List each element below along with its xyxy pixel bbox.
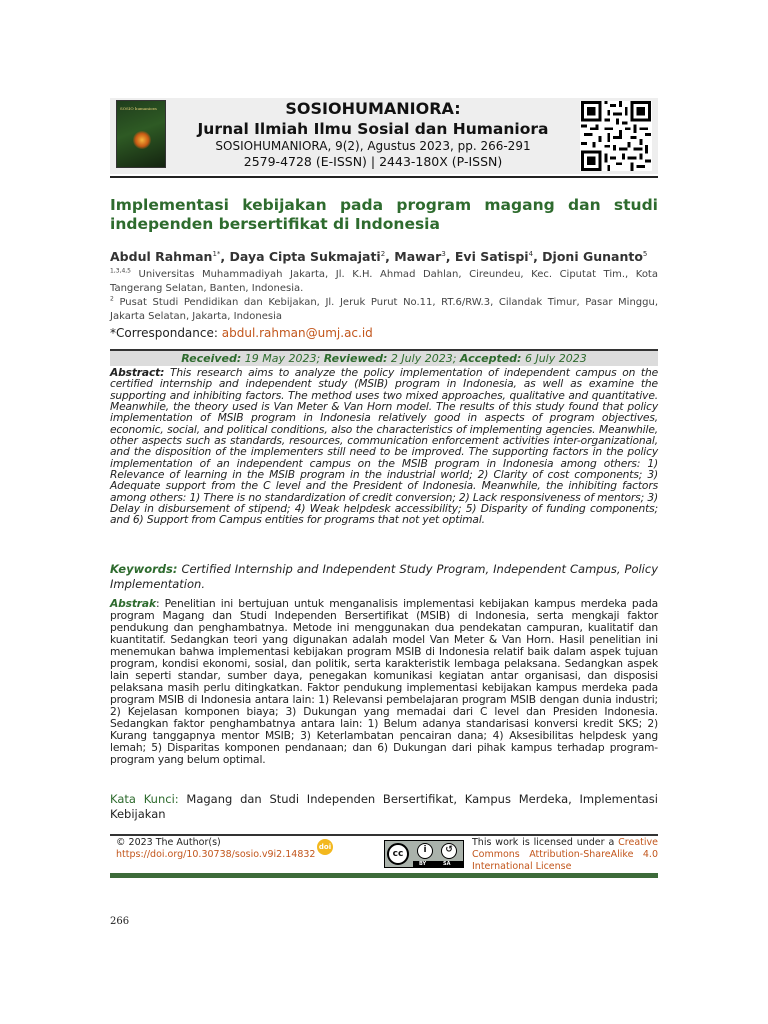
abstract-id-label: Abstrak <box>110 597 156 610</box>
affiliation-sup: 2 <box>110 295 114 303</box>
copyright-block <box>116 837 315 861</box>
affiliation-2 <box>110 296 658 323</box>
affiliation-text: Universitas Muhammadiyah Jakarta, Jl. K.H. Ahmad Dahlan, Cireundeu, Kec. Ciputat Tim., Kota Tangerang Selatan, Banten, Indonesia. <box>110 269 658 294</box>
doi-link[interactable]: https://doi.org/10.30738/sosio.v9i2.14832 <box>116 849 316 860</box>
abstract-english <box>110 367 658 526</box>
article-dates-bar <box>110 349 658 366</box>
cover-title: SOSIO humaniora <box>120 106 157 111</box>
reviewed-label: Reviewed: <box>323 352 388 365</box>
author-list <box>110 249 658 265</box>
received-label: Received: <box>181 352 242 365</box>
author-sup: 1* <box>212 249 221 258</box>
journal-header-text <box>176 98 570 170</box>
keywords-id-text: Magang dan Studi Independen Bersertifikat, Kampus Merdeka, Implementasi Kebijakan <box>110 792 658 821</box>
page-number: 266 <box>110 916 130 927</box>
license-prefix: This work is licensed under a <box>472 837 615 848</box>
abstract-en-text: This research aims to analyze the policy implementation of independent campus on the certified internship and independent study (MSIB) program in Indonesia, as well as examine the supporting and inhibiting factors. The method uses two mixed approaches, qualitative and quantitative. Meanwhile, the theory used is Van Meter & Van Horn model. The results of this study found that policy implementation of MSIB program in Indonesia relatively good in aspects of program objectives, economic, social, and political conditions, also the characteristics of implementing agencies. Meanwhile, other aspects such as standards, resources, communication enforcement activities inter-organizational, and the disposition of the implementers still need to be improved. The supporting factors in the policy implementation of an independent campus on the MSIB program in Indonesia among others: 1) Relevance of learning in the MSIB program in the industrial world; 2) Clarity of cost components; 3) Adequate support from the C level and the President of Indonesia. Meanwhile, the inhibiting factors among others: 1) There is no standardization of credit conversion; 2) Lack responsiveness of mentors; 3) Delay in disbursement of stipend; 4) Weak helpdesk accessibility; 5) Disparity of funding components; and 6) Support from Campus entities for programs that not yet optimal. <box>110 366 658 527</box>
author-name: Djoni Gunanto <box>542 249 643 264</box>
keywords-en-text: Certified Internship and Independent Study Program, Independent Campus, Policy Implementation. <box>110 562 659 591</box>
author-sep: , <box>220 249 230 264</box>
doi-icon: doi <box>317 839 333 855</box>
copyright-text: © 2023 The Author(s) <box>116 837 221 848</box>
license-text <box>472 837 658 873</box>
cc-badge-bar <box>413 861 463 867</box>
license-footer <box>110 837 658 873</box>
received-date: 19 May 2023; <box>244 352 321 365</box>
cc-icon: cc <box>387 843 409 865</box>
author-name: Daya Cipta Sukmajati <box>229 249 381 264</box>
author-sep: , <box>385 249 395 264</box>
affiliation-1 <box>110 268 658 295</box>
correspondence <box>110 326 658 341</box>
keywords-en-label: Keywords: <box>110 562 178 576</box>
keywords-english <box>110 562 658 592</box>
by-label: BY <box>419 861 427 867</box>
author-sep: , <box>533 249 543 264</box>
keywords-indonesian <box>110 792 658 822</box>
affiliation-sup: 1,3,4,5 <box>110 267 131 275</box>
author-sup: 3 <box>441 249 446 258</box>
license-link[interactable]: Creative Commons Attribution-ShareAlike 4.0 International License <box>472 837 658 872</box>
journal-cover-image <box>116 100 166 168</box>
qr-code-icon[interactable] <box>580 101 652 171</box>
correspondence-email-link[interactable]: abdul.rahman@umj.ac.id <box>221 326 373 340</box>
correspondence-label: *Correspondance: <box>110 326 218 340</box>
attribution-icon: i <box>417 843 433 859</box>
journal-citation: SOSIOHUMANIORA, 9(2), Agustus 2023, pp. 266-291 <box>215 139 531 153</box>
accepted-label: Accepted: <box>459 352 522 365</box>
author-sup: 5 <box>642 249 648 258</box>
author-name: Mawar <box>394 249 442 264</box>
journal-issn: 2579-4728 (E-ISSN) | 2443-180X (P-ISSN) <box>243 154 503 169</box>
footer-divider <box>110 834 658 836</box>
header-divider <box>110 176 658 178</box>
cc-by-sa-badge-icon[interactable] <box>384 840 464 868</box>
affiliation-text: Pusat Studi Pendidikan dan Kebijakan, Jl. Jeruk Purut No.11, RT.6/RW.3, Cilandak Timur, Pasar Minggu, Jakarta Selatan, Jakarta, Indonesia <box>110 297 658 322</box>
abstract-en-label: Abstract: <box>110 366 165 379</box>
author-name: Evi Satispi <box>454 249 529 264</box>
author-sup: 4 <box>528 249 534 258</box>
article-title: Implementasi kebijakan pada program magang dan studi independen bersertifikat di Indonesia <box>110 196 658 233</box>
author-sep: , <box>445 249 455 264</box>
abstract-id-text: : Penelitian ini bertujuan untuk menganalisis implementasi kebijakan kampus merdeka pada program Magang dan Studi Independen Bersertifikat (MSIB) di Indonesia, serta mengkaji faktor pendukung dan penghambatnya. Metode ini menggunakan dua pendekatan campuran, kualitatif dan kuantitatif. Sedangkan teori yang digunakan adalah model Van Meter & Van Horn. Hasil penelitian ini menemukan bahwa implementasi kebijakan program MSIB di Indonesia relatif baik dalam aspek tujuan program, kondisi ekonomi, sosial, dan politik, serta karakteristik lembaga pelaksana. Sedangkan aspek lain seperti standar, sumber daya, penegakan komunikasi kegiatan antar organisasi, dan disposisi pelaksana masih perlu ditingkatkan. Faktor pendukung implementasi kebijakan kampus merdeka pada program MSIB di Indonesia antara lain: 1) Relevansi pembelajaran program MSIB dengan dunia industri; 2) Kejelasan komponen biaya; 3) Dukungan yang memadai dari C level dan Presiden Indonesia. Sedangkan faktor penghambatnya antara lain: 1) Belum adanya standarisasi konversi kredit SKS; 2) Kurang tanggapnya mentor MSIB; 3) Keterlambatan pencairan dana; 4) Aksesibilitas helpdesk yang lemah; 5) Disparitas komponen pendanaan; dan 6) Dukungan dari pihak kampus terhadap program-program yang belum optimal. <box>110 597 658 766</box>
abstract-indonesian <box>110 598 658 766</box>
author-name: Abdul Rahman <box>110 249 213 264</box>
cover-glow <box>133 131 151 149</box>
accepted-date: 6 July 2023 <box>524 352 587 365</box>
journal-name: SOSIOHUMANIORA: <box>285 99 461 118</box>
keywords-id-label: Kata Kunci: <box>110 792 179 806</box>
author-sup: 2 <box>380 249 386 258</box>
journal-subtitle: Jurnal Ilmiah Ilmu Sosial dan Humaniora <box>197 120 549 138</box>
reviewed-date: 2 July 2023; <box>390 352 457 365</box>
sharealike-icon: ↺ <box>441 843 457 859</box>
sa-label: SA <box>443 861 451 867</box>
footer-bar <box>110 873 658 878</box>
journal-header <box>110 98 658 174</box>
